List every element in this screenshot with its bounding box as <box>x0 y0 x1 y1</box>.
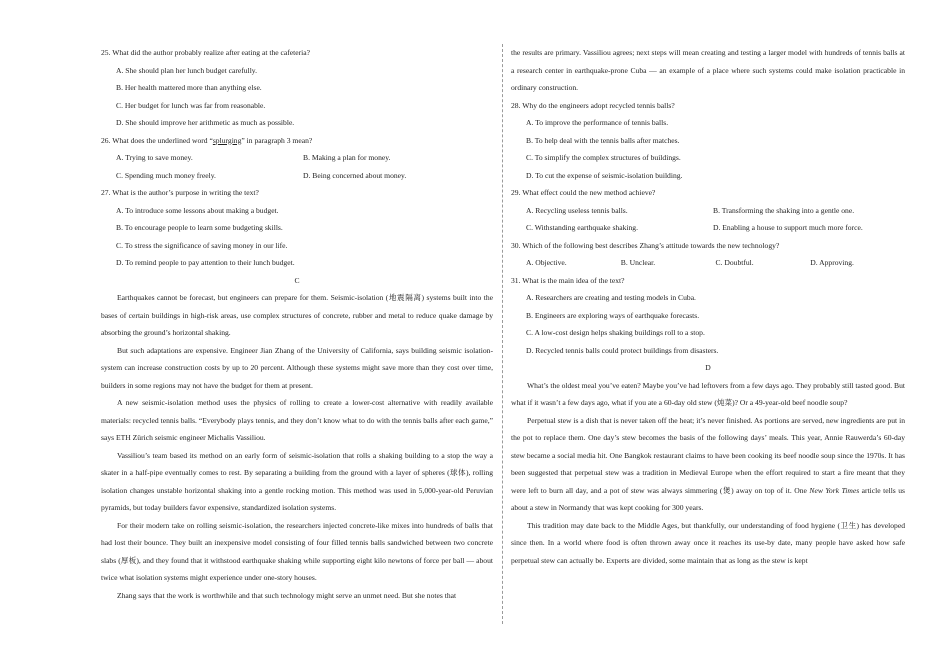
question-27-option-a: A. To introduce some lessons about making a budget. <box>116 205 279 215</box>
question-25-option-a: A. She should plan her lunch budget carefully. <box>116 65 258 75</box>
question-29-option-d: D. Enabling a house to support much more force. <box>713 223 863 232</box>
question-30-option-d: D. Approving. <box>810 258 854 267</box>
question-25-stem: 25. What did the author probably realize after eating at the cafeteria? <box>101 48 311 57</box>
left-column <box>101 44 493 604</box>
question-27-stem: 27. What is the author’s purpose in writing the text? <box>101 188 259 197</box>
question-31-stem: 31. What is the main idea of the text? <box>511 275 625 285</box>
section-c-heading: C <box>294 275 300 285</box>
passage-d-paragraph-2-end: article tells us about a stew in Normandy that was kept cooking for 300 years. <box>511 485 905 512</box>
question-28-option-d: D. To cut the expense of seismic-isolation building. <box>526 170 683 180</box>
question-31-option-c: C. A low-cost design helps shaking buildings roll to a stop. <box>526 328 705 337</box>
question-26-stem-end: ” in paragraph 3 mean? <box>241 135 313 145</box>
passage-d-paragraph-3: This tradition may date back to the Middle Ages, but thankfully, our understanding of food hygiene (卫生) has developed since then. In a world where food is often thrown away once it reaches its use-by date, many people have asked how safe perpetual stew can actually be. Experts are divided, some maintain that as long as the stew is kept <box>511 520 905 565</box>
question-30-option-c: C. Doubtful. <box>715 258 754 267</box>
question-31-option-b: B. Engineers are exploring ways of earthquake forecasts. <box>526 310 700 320</box>
passage-c-paragraph-3: A new seismic-isolation method uses the physics of rolling to create a lower-cost alternative with readily available materials: recycled tennis balls. “Everybody plays tennis, and they don’t know what to do with the tennis balls after each game,” says ETH Zürich seismic engineer Michalis Vassiliou. <box>101 398 493 442</box>
passage-d-paragraph-2-start: Perpetual stew is a dish that is never taken off the heat; it’s never finished. As portions are served, new ingredients are put in the pot to replace them. One day’s stew becomes the basis of the following days’ meals. This year, Annie Rauwerda’s 60-day stew became a social media hit. One Bangkok restaurant claims to have been cooking its beef noodle soup since the 1970s. It has been suggested that perpetual stew was a tradition in Medieval Europe when the effort required to start a fire meant that they were left to burn all day, and a pot of stew was always simmering (煲) away on top of it. One <box>511 415 905 495</box>
question-30-options-row <box>511 254 905 272</box>
passage-c-paragraph-4: Vassiliou’s team based its method on an early form of seismic-isolation that rolls a shaking building to a stop the way a skater in a half-pipe eventually comes to rest. By separating a building from the ground with a layer of spheres (球体), rolling isolation changes unstable horizontal shaking into a gentle rocking motion. This method was used in 5,000-year-old Peruvian pyramids, but today builders favor expensive, standardized isolation systems. <box>101 450 493 512</box>
right-column <box>511 44 905 569</box>
question-26-option-d: D. Being concerned about money. <box>303 170 407 180</box>
question-29-option-c: C. Withstanding earthquake shaking. <box>526 223 638 232</box>
question-31-option-a: A. Researchers are creating and testing models in Cuba. <box>526 293 696 302</box>
passage-c-paragraph-6: Zhang says that the work is worthwhile and that such technology might serve an unmet need. But she notes that <box>117 590 457 600</box>
question-27-option-d: D. To remind people to pay attention to their lunch budget. <box>116 258 295 267</box>
question-25-option-c: C. Her budget for lunch was far from reasonable. <box>116 100 266 110</box>
question-25-option-b: B. Her health mattered more than anything else. <box>116 83 262 92</box>
passage-c-continuation: the results are primary. Vassiliou agrees; next steps will mean creating and testing a larger model with hundreds of tennis balls at a research center in earthquake-prone Cuba — an example of a place where such systems could make isolation practicable in ordinary construction. <box>511 48 905 92</box>
question-26-stem-start: 26. What does the underlined word “ <box>101 135 213 145</box>
question-29-option-a: A. Recycling useless tennis balls. <box>526 205 628 215</box>
question-26-options-row-1 <box>101 149 493 167</box>
passage-c-paragraph-1: Earthquakes cannot be forecast, but engineers can prepare for them. Seismic-isolation (地震隔离) systems built into the bases of certain buildings in high-risk areas, use complex structures of concrete, rubber and metal to reduce quake damage by absorbing the ground’s horizontal shaking. <box>101 293 493 337</box>
question-29-options-row-2 <box>511 219 905 237</box>
question-30-option-a: A. Objective. <box>526 258 567 267</box>
question-26-option-a: A. Trying to save money. <box>116 153 193 162</box>
question-28-stem: 28. Why do the engineers adopt recycled tennis balls? <box>511 100 675 110</box>
question-29-option-b: B. Transforming the shaking into a gentle one. <box>713 205 855 215</box>
newspaper-title: New York Times <box>809 485 860 495</box>
section-d-heading: D <box>705 363 711 372</box>
passage-c-paragraph-5: For their modern take on rolling seismic-isolation, the researchers injected concrete-like mixes into hundreds of balls that had lost their bounce. They built an inexpensive model consisting of four filled tennis balls sandwiched between two concrete slabs (厚板), and they found that it withstood earthquake shaking while supporting eight kilo newtons of force per ball — about twice what isolation systems might experience under one-story houses. <box>101 520 493 582</box>
passage-c-paragraph-2: But such adaptations are expensive. Engineer Jian Zhang of the University of California, says building seismic isolation-system can increase construction costs by up to 20 percent. Although these systems might save more than they cost over time, builders in some regions may not have the budget for them at present. <box>101 345 493 390</box>
question-29-stem: 29. What effect could the new method achieve? <box>511 188 656 197</box>
question-26-stem <box>101 132 493 150</box>
question-25-option-d: D. She should improve her arithmetic as much as possible. <box>116 118 295 127</box>
question-31-option-d: D. Recycled tennis balls could protect buildings from disasters. <box>526 345 719 355</box>
question-26-options-row-2 <box>101 167 493 185</box>
passage-d-paragraph-2 <box>511 412 905 517</box>
question-28-option-a: A. To improve the performance of tennis balls. <box>526 118 669 127</box>
question-26-option-c: C. Spending much money freely. <box>116 170 216 180</box>
question-28-option-b: B. To help deal with the tennis balls after matches. <box>526 135 680 145</box>
question-26-option-b: B. Making a plan for money. <box>303 153 391 162</box>
question-30-option-b: B. Unclear. <box>620 258 656 267</box>
underlined-word: splurging <box>212 135 242 145</box>
passage-d-paragraph-1: What’s the oldest meal you’ve eaten? Maybe you’ve had leftovers from a few days ago. They probably still tasted good. But what if it wasn’t a few days ago, what if you ate a 60-day old stew (炖菜)? Or a 49-year-old beef noodle soup? <box>511 380 905 407</box>
question-30-stem: 30. Which of the following best describes Zhang’s attitude towards the new technology? <box>511 240 780 250</box>
question-27-option-b: B. To encourage people to learn some budgeting skills. <box>116 223 283 232</box>
question-29-options-row-1 <box>511 202 905 220</box>
column-divider <box>502 44 503 624</box>
question-27-option-c: C. To stress the significance of saving money in our life. <box>116 240 288 250</box>
question-28-option-c: C. To simplify the complex structures of buildings. <box>526 153 681 162</box>
